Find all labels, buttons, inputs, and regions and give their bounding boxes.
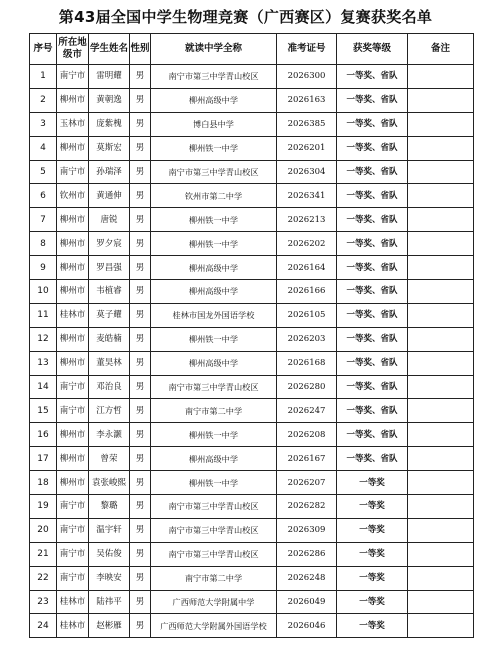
cell-city: 南宁市 <box>57 65 89 89</box>
cell-exam-id: 2026248 <box>277 566 337 590</box>
cell-gender: 男 <box>130 566 151 590</box>
cell-award: 一等奖、省队 <box>337 447 408 471</box>
header-remark: 备注 <box>408 34 474 65</box>
cell-name: 莫子耀 <box>89 303 130 327</box>
table-row <box>30 399 474 423</box>
cell-award: 一等奖、省队 <box>337 303 408 327</box>
cell-award: 一等奖、省队 <box>337 351 408 375</box>
cell-remark <box>408 399 474 423</box>
cell-remark <box>408 208 474 232</box>
cell-no: 4 <box>30 136 57 160</box>
cell-remark <box>408 232 474 256</box>
cell-name: 陆祎平 <box>89 590 130 614</box>
cell-school: 南宁市第二中学 <box>151 399 277 423</box>
cell-no: 21 <box>30 542 57 566</box>
cell-school: 柳州高级中学 <box>151 88 277 112</box>
cell-gender: 男 <box>130 614 151 638</box>
table-row <box>30 88 474 112</box>
cell-no: 15 <box>30 399 57 423</box>
cell-remark <box>408 256 474 280</box>
cell-remark <box>408 65 474 89</box>
cell-city: 南宁市 <box>57 495 89 519</box>
cell-no: 3 <box>30 112 57 136</box>
cell-no: 7 <box>30 208 57 232</box>
cell-gender: 男 <box>130 303 151 327</box>
cell-name: 曾荣 <box>89 447 130 471</box>
cell-city: 南宁市 <box>57 566 89 590</box>
cell-remark <box>408 160 474 184</box>
cell-school: 南宁市第三中学青山校区 <box>151 495 277 519</box>
table-body <box>30 65 474 638</box>
award-table <box>29 33 474 638</box>
cell-gender: 男 <box>130 184 151 208</box>
cell-remark <box>408 495 474 519</box>
cell-school: 柳州高级中学 <box>151 256 277 280</box>
cell-gender: 男 <box>130 495 151 519</box>
cell-exam-id: 2026280 <box>277 375 337 399</box>
cell-city: 南宁市 <box>57 399 89 423</box>
cell-city: 桂林市 <box>57 590 89 614</box>
cell-city: 柳州市 <box>57 471 89 495</box>
cell-gender: 男 <box>130 471 151 495</box>
cell-exam-id: 2026208 <box>277 423 337 447</box>
cell-city: 柳州市 <box>57 88 89 112</box>
cell-remark <box>408 136 474 160</box>
table-row <box>30 351 474 375</box>
cell-no: 6 <box>30 184 57 208</box>
cell-remark <box>408 112 474 136</box>
cell-name: 黄朝逸 <box>89 88 130 112</box>
cell-award: 一等奖、省队 <box>337 112 408 136</box>
cell-no: 19 <box>30 495 57 519</box>
cell-remark <box>408 590 474 614</box>
cell-school: 柳州铁一中学 <box>151 327 277 351</box>
cell-award: 一等奖 <box>337 471 408 495</box>
table-row <box>30 65 474 89</box>
table-row <box>30 327 474 351</box>
cell-exam-id: 2026300 <box>277 65 337 89</box>
cell-name: 麦皓楠 <box>89 327 130 351</box>
cell-no: 9 <box>30 256 57 280</box>
table-row <box>30 184 474 208</box>
cell-award: 一等奖 <box>337 518 408 542</box>
cell-award: 一等奖、省队 <box>337 136 408 160</box>
cell-gender: 男 <box>130 256 151 280</box>
cell-gender: 男 <box>130 65 151 89</box>
table-row <box>30 208 474 232</box>
cell-gender: 男 <box>130 160 151 184</box>
cell-city: 玉林市 <box>57 112 89 136</box>
table-row <box>30 256 474 280</box>
cell-exam-id: 2026168 <box>277 351 337 375</box>
cell-gender: 男 <box>130 136 151 160</box>
cell-no: 13 <box>30 351 57 375</box>
cell-exam-id: 2026164 <box>277 256 337 280</box>
cell-exam-id: 2026105 <box>277 303 337 327</box>
header-gender: 性别 <box>130 34 151 65</box>
cell-school: 柳州高级中学 <box>151 447 277 471</box>
cell-no: 18 <box>30 471 57 495</box>
cell-name: 庞紫槐 <box>89 112 130 136</box>
cell-school: 南宁市第三中学青山校区 <box>151 65 277 89</box>
cell-remark <box>408 614 474 638</box>
cell-city: 柳州市 <box>57 208 89 232</box>
cell-exam-id: 2026203 <box>277 327 337 351</box>
cell-remark <box>408 423 474 447</box>
cell-remark <box>408 351 474 375</box>
cell-city: 桂林市 <box>57 303 89 327</box>
cell-city: 南宁市 <box>57 160 89 184</box>
header-city: 所在地级市 <box>57 34 89 65</box>
table-row <box>30 136 474 160</box>
cell-award: 一等奖、省队 <box>337 375 408 399</box>
cell-exam-id: 2026213 <box>277 208 337 232</box>
cell-school: 柳州铁一中学 <box>151 471 277 495</box>
cell-school: 柳州高级中学 <box>151 351 277 375</box>
cell-award: 一等奖 <box>337 614 408 638</box>
cell-name: 吴佑俊 <box>89 542 130 566</box>
cell-city: 柳州市 <box>57 447 89 471</box>
table-row <box>30 542 474 566</box>
table-row <box>30 447 474 471</box>
cell-remark <box>408 566 474 590</box>
cell-award: 一等奖、省队 <box>337 423 408 447</box>
table-row <box>30 232 474 256</box>
cell-no: 23 <box>30 590 57 614</box>
cell-no: 2 <box>30 88 57 112</box>
cell-exam-id: 2026201 <box>277 136 337 160</box>
cell-school: 柳州高级中学 <box>151 280 277 304</box>
cell-award: 一等奖、省队 <box>337 208 408 232</box>
table-row <box>30 280 474 304</box>
cell-name: 罗夕宸 <box>89 232 130 256</box>
cell-city: 柳州市 <box>57 280 89 304</box>
cell-city: 南宁市 <box>57 542 89 566</box>
cell-remark <box>408 184 474 208</box>
cell-remark <box>408 327 474 351</box>
cell-exam-id: 2026286 <box>277 542 337 566</box>
cell-no: 8 <box>30 232 57 256</box>
cell-exam-id: 2026309 <box>277 518 337 542</box>
cell-remark <box>408 303 474 327</box>
cell-award: 一等奖 <box>337 542 408 566</box>
cell-award: 一等奖、省队 <box>337 65 408 89</box>
cell-exam-id: 2026207 <box>277 471 337 495</box>
table-row <box>30 423 474 447</box>
table-row <box>30 160 474 184</box>
cell-name: 黄通伸 <box>89 184 130 208</box>
cell-city: 钦州市 <box>57 184 89 208</box>
cell-city: 柳州市 <box>57 423 89 447</box>
cell-gender: 男 <box>130 375 151 399</box>
cell-name: 韦植睿 <box>89 280 130 304</box>
table-row <box>30 590 474 614</box>
cell-award: 一等奖 <box>337 590 408 614</box>
cell-no: 24 <box>30 614 57 638</box>
cell-exam-id: 2026046 <box>277 614 337 638</box>
cell-name: 袁张峻熙 <box>89 471 130 495</box>
header-school: 就读中学全称 <box>151 34 277 65</box>
cell-award: 一等奖 <box>337 495 408 519</box>
cell-name: 邓治良 <box>89 375 130 399</box>
cell-name: 李永灏 <box>89 423 130 447</box>
header-name: 学生姓名 <box>89 34 130 65</box>
cell-remark <box>408 542 474 566</box>
cell-no: 1 <box>30 65 57 89</box>
cell-school: 桂林市国龙外国语学校 <box>151 303 277 327</box>
cell-name: 江方哲 <box>89 399 130 423</box>
cell-remark <box>408 518 474 542</box>
cell-award: 一等奖 <box>337 566 408 590</box>
cell-school: 柳州铁一中学 <box>151 232 277 256</box>
cell-no: 14 <box>30 375 57 399</box>
cell-gender: 男 <box>130 327 151 351</box>
cell-gender: 男 <box>130 423 151 447</box>
cell-remark <box>408 375 474 399</box>
cell-gender: 男 <box>130 399 151 423</box>
cell-exam-id: 2026202 <box>277 232 337 256</box>
cell-gender: 男 <box>130 112 151 136</box>
table-row <box>30 518 474 542</box>
cell-no: 5 <box>30 160 57 184</box>
cell-award: 一等奖、省队 <box>337 88 408 112</box>
cell-school: 柳州铁一中学 <box>151 423 277 447</box>
cell-school: 南宁市第三中学青山校区 <box>151 160 277 184</box>
cell-school: 南宁市第三中学青山校区 <box>151 375 277 399</box>
cell-no: 12 <box>30 327 57 351</box>
cell-city: 南宁市 <box>57 518 89 542</box>
cell-city: 桂林市 <box>57 614 89 638</box>
cell-gender: 男 <box>130 590 151 614</box>
cell-award: 一等奖、省队 <box>337 160 408 184</box>
cell-school: 南宁市第二中学 <box>151 566 277 590</box>
table-row <box>30 566 474 590</box>
cell-name: 李映安 <box>89 566 130 590</box>
cell-remark <box>408 471 474 495</box>
header-exam-id: 准考证号 <box>277 34 337 65</box>
cell-remark <box>408 88 474 112</box>
header-award: 获奖等级 <box>337 34 408 65</box>
table-row <box>30 303 474 327</box>
table-row <box>30 495 474 519</box>
cell-exam-id: 2026166 <box>277 280 337 304</box>
cell-gender: 男 <box>130 447 151 471</box>
cell-gender: 男 <box>130 232 151 256</box>
cell-remark <box>408 447 474 471</box>
cell-exam-id: 2026163 <box>277 88 337 112</box>
cell-exam-id: 2026247 <box>277 399 337 423</box>
table-row <box>30 614 474 638</box>
cell-award: 一等奖、省队 <box>337 184 408 208</box>
cell-city: 柳州市 <box>57 136 89 160</box>
cell-exam-id: 2026167 <box>277 447 337 471</box>
cell-exam-id: 2026282 <box>277 495 337 519</box>
table-row <box>30 375 474 399</box>
cell-exam-id: 2026049 <box>277 590 337 614</box>
cell-school: 南宁市第三中学青山校区 <box>151 518 277 542</box>
cell-school: 广西师范大学附属外国语学校 <box>151 614 277 638</box>
cell-award: 一等奖、省队 <box>337 256 408 280</box>
document-title: 第43届全国中学生物理竞赛（广西赛区）复赛获奖名单 <box>58 8 433 26</box>
cell-award: 一等奖、省队 <box>337 327 408 351</box>
cell-school: 广西师范大学附属中学 <box>151 590 277 614</box>
cell-name: 赵彬雁 <box>89 614 130 638</box>
cell-school: 南宁市第三中学青山校区 <box>151 542 277 566</box>
cell-award: 一等奖、省队 <box>337 399 408 423</box>
cell-no: 17 <box>30 447 57 471</box>
cell-gender: 男 <box>130 280 151 304</box>
cell-city: 南宁市 <box>57 375 89 399</box>
table-row <box>30 112 474 136</box>
header-no: 序号 <box>30 34 57 65</box>
cell-name: 莫斯宏 <box>89 136 130 160</box>
cell-exam-id: 2026341 <box>277 184 337 208</box>
cell-no: 11 <box>30 303 57 327</box>
cell-exam-id: 2026304 <box>277 160 337 184</box>
cell-city: 柳州市 <box>57 232 89 256</box>
cell-no: 16 <box>30 423 57 447</box>
cell-name: 黎璐 <box>89 495 130 519</box>
cell-remark <box>408 280 474 304</box>
cell-award: 一等奖、省队 <box>337 280 408 304</box>
cell-name: 温宇轩 <box>89 518 130 542</box>
cell-no: 20 <box>30 518 57 542</box>
cell-no: 10 <box>30 280 57 304</box>
cell-name: 唐锐 <box>89 208 130 232</box>
cell-gender: 男 <box>130 208 151 232</box>
cell-city: 柳州市 <box>57 327 89 351</box>
cell-gender: 男 <box>130 88 151 112</box>
cell-city: 柳州市 <box>57 351 89 375</box>
cell-no: 22 <box>30 566 57 590</box>
cell-school: 柳州铁一中学 <box>151 136 277 160</box>
cell-school: 钦州市第二中学 <box>151 184 277 208</box>
cell-name: 罗昌强 <box>89 256 130 280</box>
cell-name: 董昊林 <box>89 351 130 375</box>
cell-gender: 男 <box>130 542 151 566</box>
cell-gender: 男 <box>130 351 151 375</box>
cell-exam-id: 2026385 <box>277 112 337 136</box>
table-header-row <box>30 34 474 65</box>
cell-city: 柳州市 <box>57 256 89 280</box>
cell-school: 柳州铁一中学 <box>151 208 277 232</box>
cell-award: 一等奖、省队 <box>337 232 408 256</box>
cell-name: 孙瑞泽 <box>89 160 130 184</box>
table-row <box>30 471 474 495</box>
cell-gender: 男 <box>130 518 151 542</box>
cell-school: 博白县中学 <box>151 112 277 136</box>
cell-name: 雷明耀 <box>89 65 130 89</box>
